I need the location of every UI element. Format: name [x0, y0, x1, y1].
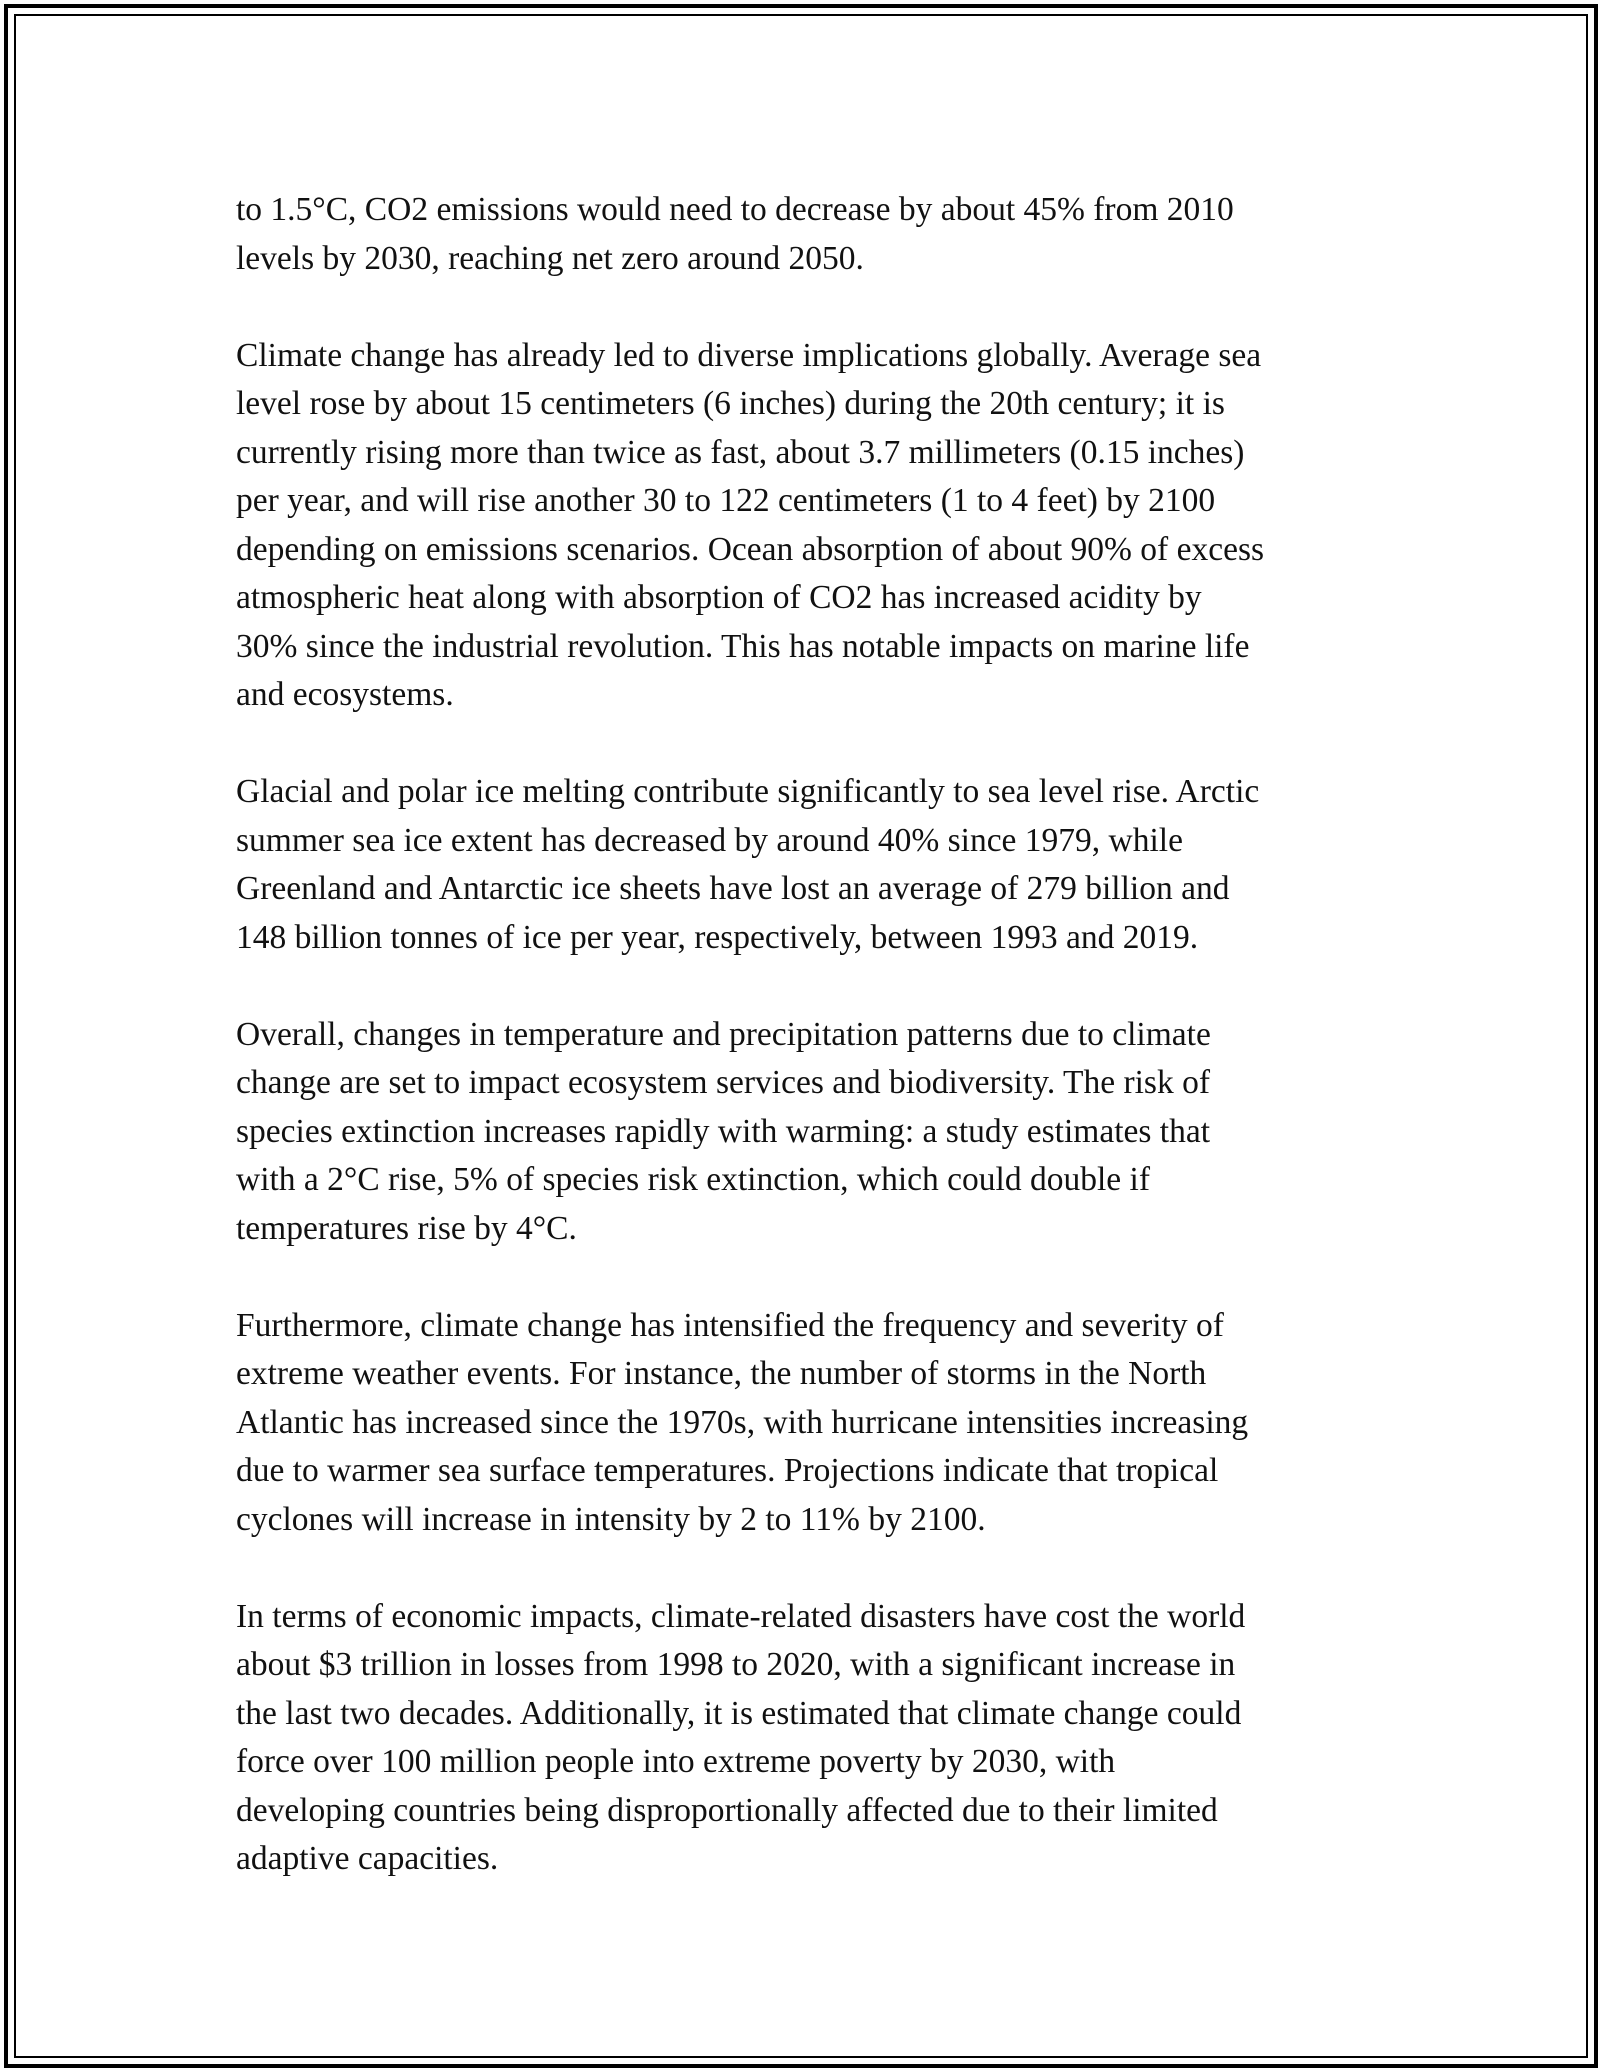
paragraph-ice-melting: Glacial and polar ice melting contribute significantly to sea level rise. Arctic summer sea ice extent has decreased by around 40% since 1979, while Greenland and Antarctic ice sheets have lost an average of 279 billion and 148 billion tonnes of ice per year, respectively, between 1993 and 2019. [236, 773, 1260, 956]
paragraph-biodiversity: Overall, changes in temperature and precipitation patterns due to climate change are set to impact ecosystem services and biodiversity. The risk of species extinction increases rapidly with warming: a study estimates that with a 2°C rise, 5% of species risk extinction, which could double if temperatures rise by 4°C. [236, 1015, 1211, 1247]
paragraph-economic-impacts: In terms of economic impacts, climate-related disasters have cost the world about $3 trillion in losses from 1998 to 2020, with a significant increase in the last two decades. Additionally, it is estimated that climate change could force over 100 million people into extreme poverty by 2030, with developing countries being disproportionally affected due to their limited adaptive capacities. [236, 1597, 1246, 1877]
document-body [236, 186, 1386, 1884]
paragraph-sea-level-and-acidity: Climate change has already led to diverse implications globally. Average sea level rose by about 15 centimeters (6 inches) during the 20th century; it is currently rising more than twice as fast, about 3.7 millimeters (0.15 inches) per year, and will rise another 30 to 122 centimeters (1 to 4 feet) by 2100 depending on emissions scenarios. Ocean absorption of about 90% of excess atmospheric heat along with absorption of CO2 has increased acidity by 30% since the industrial revolution. This has notable impacts on marine life and ecosystems. [236, 336, 1265, 713]
paragraph-emissions-target: to 1.5°C, CO2 emissions would need to decrease by about 45% from 2010 levels by 2030, reaching net zero around 2050. [236, 191, 1234, 277]
paragraph-extreme-weather: Furthermore, climate change has intensified the frequency and severity of extreme weather events. For instance, the number of storms in the North Atlantic has increased since the 1970s, with hurricane intensities increasing due to warmer sea surface temperatures. Projections indicate that tropical cyclones will increase in intensity by 2 to 11% by 2100. [236, 1306, 1249, 1538]
